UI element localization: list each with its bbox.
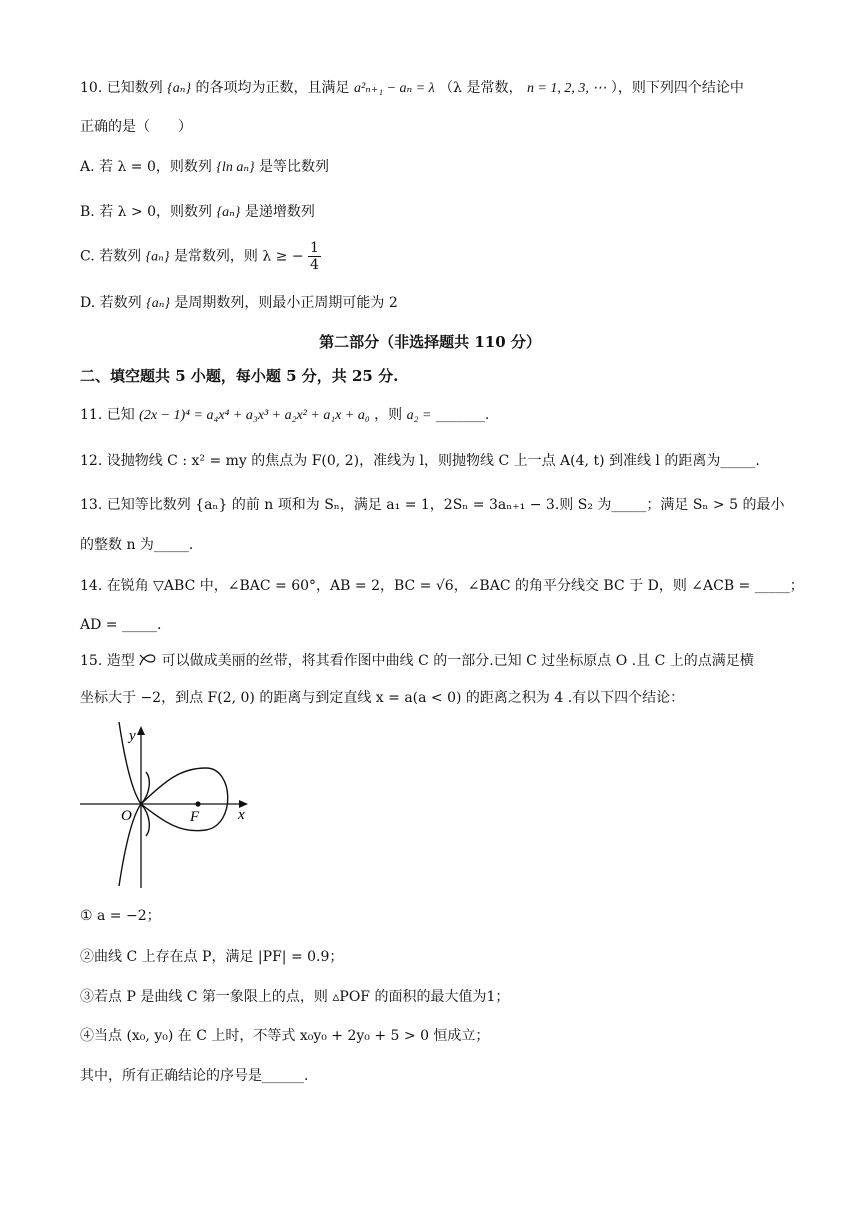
y-axis-label: y <box>129 728 136 744</box>
q10-option-c-fraction <box>308 240 321 273</box>
q11-line <box>80 405 489 426</box>
curve-loop <box>141 768 228 831</box>
q10-option-a-tail: 是等比数列 <box>259 159 330 175</box>
q11-expression: (2x − 1)⁴ = a₄x⁴ + a₃x³ + a₂x² + a₁x + a₀ <box>139 408 370 423</box>
q10-stem-line2: 正确的是（ ） <box>80 119 192 135</box>
q10-option-b-seq: {aₙ} <box>216 205 241 220</box>
x-axis-label: x <box>238 807 245 823</box>
q10-option-c <box>80 240 321 273</box>
fraction-denominator: 4 <box>310 257 319 273</box>
q15-conclusion-3: ③若点 P 是曲线 C 第一象限上的点，则 ▵POF 的面积的最大值为1； <box>80 989 510 1005</box>
origin-label: O <box>121 808 132 824</box>
q14-line2: AD = _____. <box>80 617 162 633</box>
q10-stem-a: 10. 已知数列 <box>80 80 163 96</box>
curve-figure <box>76 720 256 890</box>
q10-option-d-text: D. 若数列 <box>80 295 142 311</box>
q10-option-c-seq: {aₙ} <box>145 249 170 265</box>
q10-option-a-seq: {ln aₙ} <box>216 160 255 175</box>
q15-conclusion-4: ④当点 (x₀, y₀) 在 C 上时，不等式 x₀y₀ + 2y₀ + 5 > 0 恒成立； <box>80 1028 490 1044</box>
q13-line1: 13. 已知等比数列 {aₙ} 的前 n 项和为 Sₙ，满足 a₁ = 1，2Sₙ = 3aₙ₊₁ − 3.则 S₂ 为_____；满足 Sₙ > 5 的最小 <box>80 497 785 513</box>
q10-option-d <box>80 293 398 314</box>
q10-seq: {aₙ} <box>167 81 192 96</box>
q10-option-a <box>80 157 329 178</box>
q15-line2: 坐标大于 −2，到点 F(2, 0) 的距离与到定直线 x = a(a < 0) 的距离之积为 4 .有以下四个结论： <box>80 690 685 706</box>
q11-text-a: 11. 已知 <box>80 407 135 423</box>
q10-option-b <box>80 202 315 223</box>
part2-title: 第二部分（非选择题共 110 分） <box>319 333 541 351</box>
q11-text-b: ，则 <box>374 407 403 423</box>
q13-line2: 的整数 n 为_____. <box>80 537 194 553</box>
ribbon-icon <box>139 653 157 667</box>
q10-option-a-text: A. 若 λ = 0，则数列 <box>80 159 212 175</box>
q15-conclusion-2: ②曲线 C 上存在点 P，满足 |PF| = 0.9； <box>80 949 344 965</box>
y-axis-arrow <box>137 726 145 735</box>
q12-line: 12. 设抛物线 C : x² = my 的焦点为 F(0, 2)，准线为 l，则抛物线 C 上一点 A(4, t) 到准线 l 的距离为_____. <box>80 453 760 469</box>
q14-line1: 14. 在锐角 ▽ABC 中，∠BAC = 60°，AB = 2，BC = √6，∠BAC 的角平分线交 BC 于 D，则 ∠ACB = _____； <box>80 578 804 594</box>
q10-option-d-seq: {aₙ} <box>146 296 170 311</box>
q10-stem-line1 <box>80 78 744 99</box>
q15-text-b: 可以做成美丽的丝带，将其看作图中曲线 C 的一部分.已知 C 过坐标原点 O .且 C 上的点满足横 <box>161 653 754 669</box>
q11-blank: _______. <box>435 407 490 423</box>
q10-stem-c: （λ 是常数， <box>439 80 523 96</box>
q10-option-b-tail: 是递增数列 <box>244 204 315 220</box>
fraction-numerator: 1 <box>310 240 319 256</box>
q15-text-a: 15. 造型 <box>80 653 135 669</box>
focus-label: F <box>190 809 200 825</box>
focus-point <box>195 801 200 806</box>
q10-stem-d: ），则下列四个结论中 <box>610 80 744 96</box>
q10-formula: a²ₙ₊₁ − aₙ = λ <box>353 81 435 96</box>
q15-line1 <box>80 651 754 671</box>
q10-option-b-text: B. 若 λ > 0，则数列 <box>80 204 213 220</box>
q10-option-c-text: C. 若数列 <box>80 248 142 265</box>
q11-target: a₂ = <box>406 408 432 423</box>
q10-n-range: n = 1, 2, 3, ⋯ <box>526 81 607 96</box>
q15-question: 其中，所有正确结论的序号是______. <box>80 1068 309 1084</box>
q15-conclusion-1: ① a = −2； <box>80 908 161 924</box>
q10-option-c-tail: 是常数列，则 λ ≥ − <box>173 248 304 265</box>
section2-title: 二、填空题共 5 小题，每小题 5 分，共 25 分. <box>80 367 399 385</box>
q10-option-d-tail: 是周期数列，则最小正周期可能为 2 <box>174 295 398 311</box>
q10-stem-b: 的各项均为正数，且满足 <box>195 80 350 96</box>
